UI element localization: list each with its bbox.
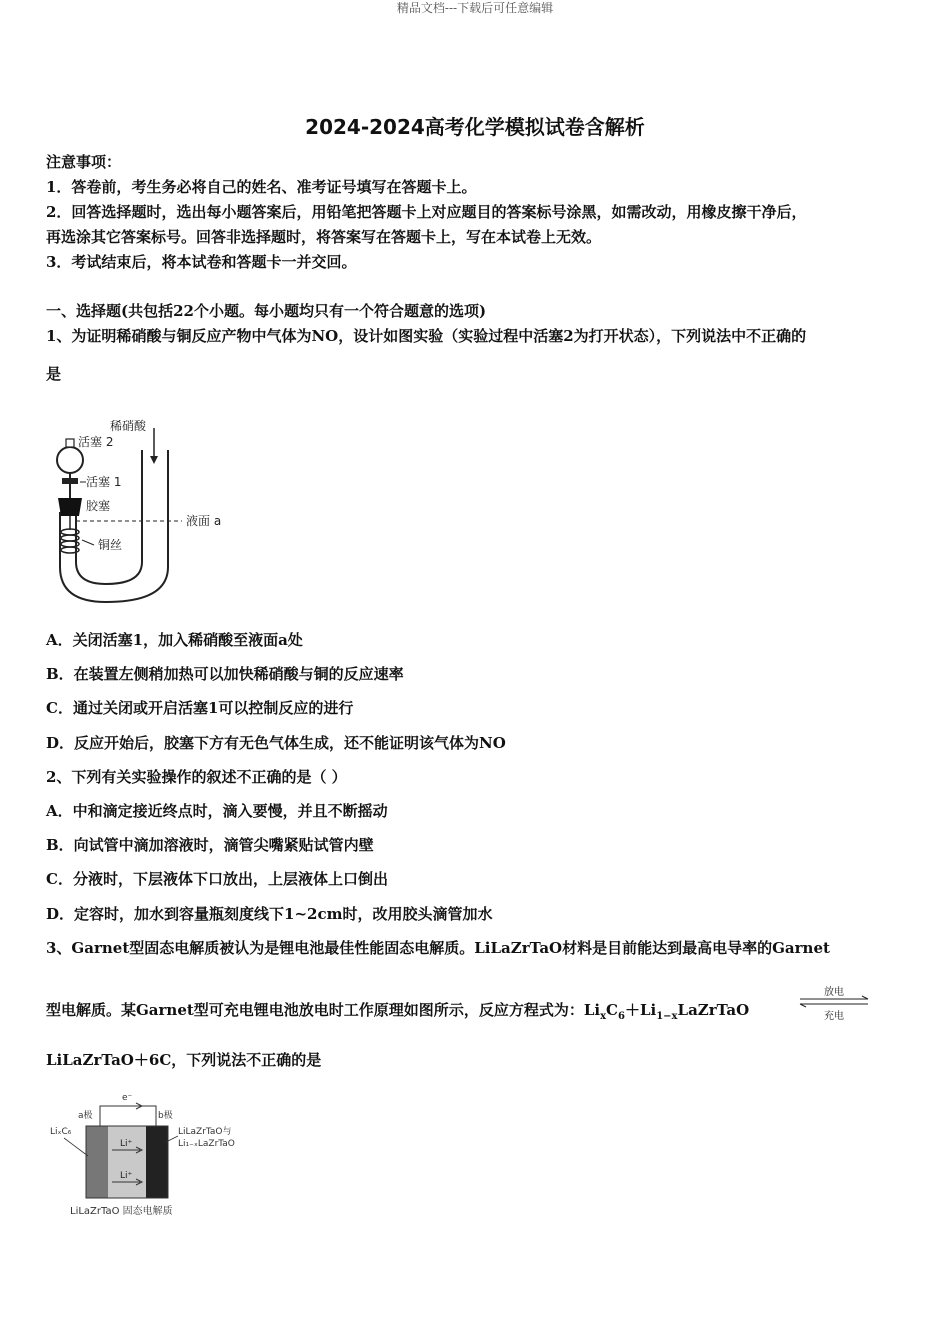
q3-stem: 3、Garnet型固态电解质被认为是锂电池最佳性能固态电解质。LiLaZrTaO材料是目前能达到最高电导率的Garnet [46,939,830,957]
separatory-funnel-bulb [57,447,83,473]
reversible-arrow [796,983,872,1023]
notice-item: 3．考试结束后，将本试卷和答题卡一并交回。 [46,253,357,271]
page-title: 2024-2024高考化学模拟试卷含解析 [305,115,645,139]
cathode-layer [146,1126,168,1198]
label-acid: 稀硝酸 [110,419,147,433]
q3-stem-text: 型电解质。某Garnet型可充电锂电池放电时工作原理如图所示，反应方程式为： [46,1001,584,1019]
q1-option-d: D．反应开始后，胶塞下方有无色气体生成，还不能证明该气体为NO [46,734,506,752]
q1-stem-cont: 是 [46,365,62,383]
cathode-material-label-2: Li₁₋ₓLaZrTaO [178,1139,235,1149]
valve-1 [62,478,78,484]
q3-stem-cont [46,1000,749,1027]
notice-item: 再选涂其它答案标号。回答非选择题时，将答案写在答题卡上，写在本试卷上无效。 [46,228,602,246]
label-valve1: 活塞 1 [86,475,122,489]
li-ion-label: Li⁺ [120,1139,133,1149]
notice-heading: 注意事项： [46,153,122,171]
charge-label: 充电 [824,1011,844,1022]
notice-item: 1．答卷前，考生务必将自己的姓名、准考证号填写在答题卡上。 [46,178,477,196]
electron-label: e⁻ [122,1093,133,1103]
electrode-b-label: b极 [158,1111,173,1121]
q1-apparatus-figure [46,412,246,607]
q2-option-b: B．向试管中滴加溶液时，滴管尖嘴紧贴试管内壁 [46,836,374,854]
label-valve2: 活塞 2 [78,435,114,449]
electrolyte-caption: LiLaZrTaO 固态电解质 [70,1206,173,1217]
li-ion-label: Li⁺ [120,1171,133,1181]
q3-battery-figure [46,1090,256,1225]
equation-left: $Li_xC_6+Li_{1-x}LaZrTaO$ [583,1001,750,1022]
page-header: 精品文档---下载后可任意编辑 [396,1,554,15]
q2-stem: 2、下列有关实验操作的叙述不正确的是（ ） [46,768,347,786]
q2-option-d: D．定容时，加水到容量瓶刻度线下1~2cm时，改用胶头滴管加水 [46,905,493,923]
cathode-material-label: LiLaZrTaO与 [178,1127,232,1137]
q3-stem-end: LiLaZrTaO＋6C，下列说法不正确的是 [46,1051,322,1069]
q1-option-a: A．关闭活塞1，加入稀硝酸至液面a处 [46,631,303,649]
section-heading: 一、选择题(共包括22个小题。每小题均只有一个符合题意的选项) [46,302,487,320]
q2-option-c: C．分液时，下层液体下口放出，上层液体上口倒出 [46,870,388,888]
rubber-stopper [58,498,82,516]
electrolyte-layer [108,1126,146,1198]
electrode-a-label: a极 [78,1111,93,1121]
anode-layer [86,1126,108,1198]
notice-item: 2．回答选择题时，选出每小题答案后，用铅笔把答题卡上对应题目的答案标号涂黑，如需改动，用橡皮擦干净后， [46,203,807,221]
q1-stem: 1、为证明稀硝酸与铜反应产物中气体为NO，设计如图实验（实验过程中活塞2为打开状态），下列说法中不正确的 [46,327,807,345]
q1-option-c: C．通过关闭或开启活塞1可以控制反应的进行 [46,699,354,717]
label-stopper: 胶塞 [86,499,111,513]
discharge-label: 放电 [824,987,844,998]
label-level: 液面 a [186,514,222,528]
label-copper: 铜丝 [98,538,123,552]
q1-option-b: B．在装置左侧稍加热可以加快稀硝酸与铜的反应速率 [46,665,404,683]
q2-option-a: A．中和滴定接近终点时，滴入要慢，并且不断摇动 [46,802,388,820]
anode-material-label: LiₓC₆ [50,1127,72,1137]
